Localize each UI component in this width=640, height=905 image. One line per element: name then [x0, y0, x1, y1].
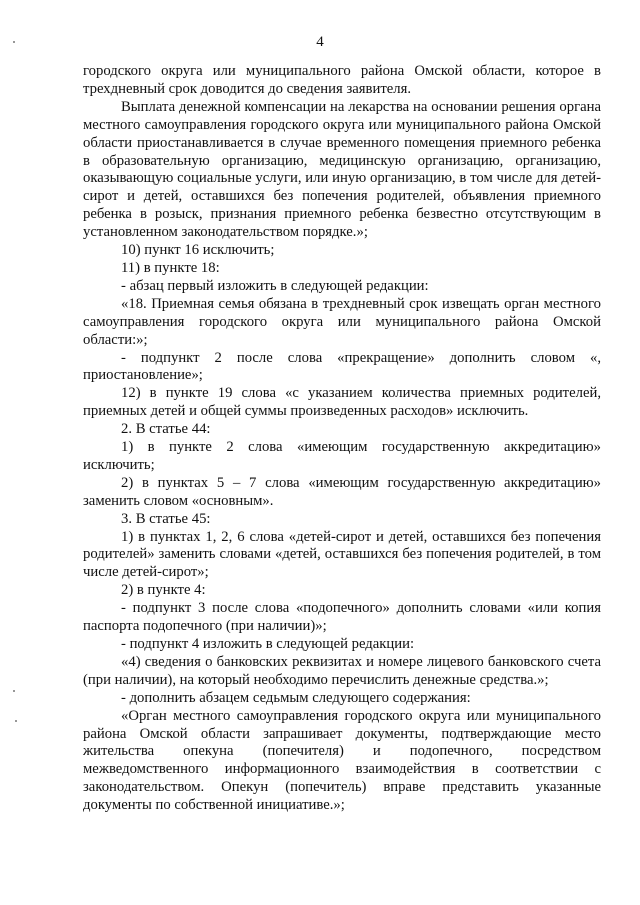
paragraph-9: 2. В статье 44: [121, 421, 211, 438]
paragraph-15: - подпункт 3 после слова «подопечного» дополнить словами «или копия паспорта подопечного (при наличии)»; [83, 600, 601, 635]
paragraph-13: 1) в пунктах 1, 2, 6 слова «детей-сирот и детей, оставшихся без попечения родителей» заменить словами «детей, оставшихся без попечения родителей, в том числе детей-сирот»; [83, 528, 601, 581]
paragraph-14: 2) в пункте 4: [121, 582, 206, 599]
paragraph-19: «Орган местного самоуправления городского округа или муниципального района Омской области запрашивает документы, подтверждающие место жительства опекуна (попечителя) и подопечного, посредством межведомственного информационного взаимодействия в соответствии с законодательством. Опекун (попечитель) вправе представить указанные документы по собственной инициативе.»; [83, 707, 601, 814]
paragraph-18: - дополнить абзацем седьмым следующего содержания: [121, 689, 471, 706]
paragraph-7: - подпункт 2 после слова «прекращение» дополнить словом «, приостановление»; [83, 349, 601, 384]
scan-speck [15, 720, 17, 722]
paragraph-8: 12) в пункте 19 слова «с указанием количества приемных родителей, приемных детей и общей суммы произведенных расходов» исключить. [83, 385, 601, 420]
paragraph-10: 1) в пункте 2 слова «имеющим государственную аккредитацию» исключить; [83, 439, 601, 473]
paragraph-6: «18. Приемная семья обязана в трехдневный срок извещать орган местного самоуправления городского округа или муниципального района Омской области:»; [83, 295, 601, 348]
paragraph-11: 2) в пунктах 5 – 7 слова «имеющим государственную аккредитацию» заменить словом «основным». [83, 474, 601, 509]
paragraph-16: - подпункт 4 изложить в следующей редакции: [121, 636, 415, 652]
scan-speck [13, 41, 15, 43]
paragraph-5: - абзац первый изложить в следующей редакции: [121, 277, 429, 294]
paragraph-4: 11) в пункте 18: [121, 259, 220, 276]
scan-speck [13, 690, 15, 692]
document-body [83, 63, 601, 815]
page-number: 4 [316, 34, 324, 50]
paragraph-3: 10) пункт 16 исключить; [121, 242, 275, 259]
paragraph-2: Выплата денежной компенсации на лекарства на основании решения органа местного самоуправления городского округа или муниципального района Омской области приостанавливается в случае временного помещения приемного ребенка в образовательную организацию, медицинскую организацию, организацию, оказывающую социальные услуги, или иную организацию, в том числе для детей-сирот и детей, оставшихся без попечения родителей, объявления приемного ребенка в розыск, признания приемного ребенка безвестно отсутствующим в установленном законодательством порядке.»; [83, 98, 601, 241]
paragraph-12: 3. В статье 45: [121, 510, 211, 527]
paragraph-1: городского округа или муниципального района Омской области, которое в трехдневный срок доводится до сведения заявителя. [83, 63, 601, 97]
paragraph-17: «4) сведения о банковских реквизитах и номере лицевого банковского счета (при наличии), на который необходимо перечислить денежные средства.»; [83, 653, 601, 688]
